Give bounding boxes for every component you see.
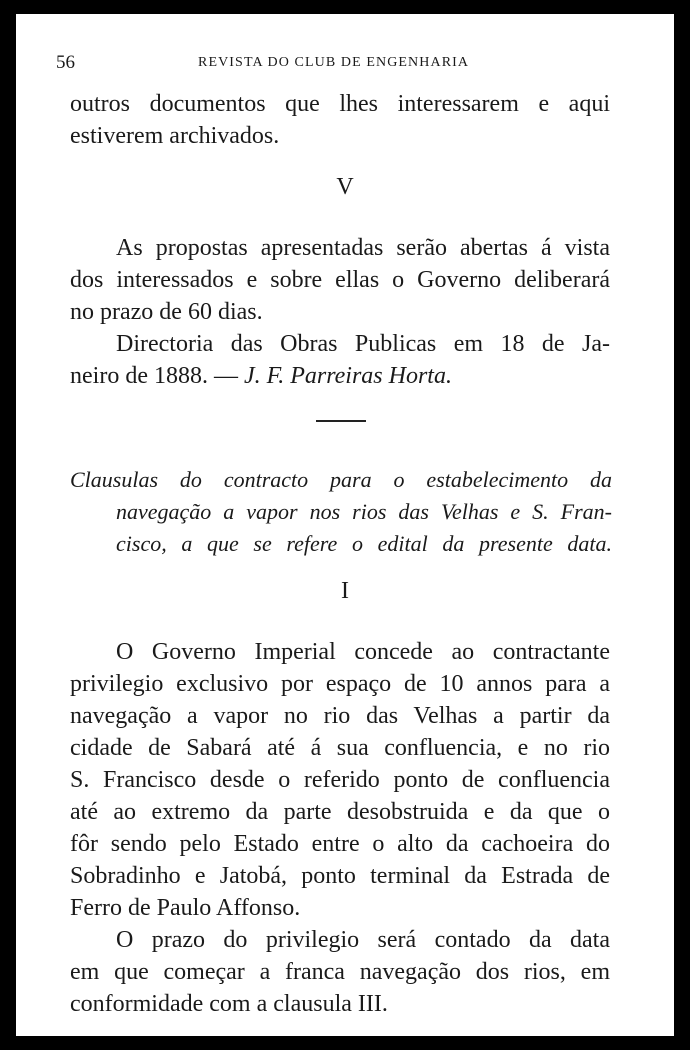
section-i-paragraph-1 xyxy=(70,636,610,924)
continuation-paragraph xyxy=(70,88,610,152)
text-line: Ferro de Paulo Affonso. xyxy=(70,895,301,921)
section-i-paragraph-2 xyxy=(70,924,610,1020)
signature: J. F. Parreiras Horta. xyxy=(243,363,452,389)
section-numeral-v: V xyxy=(336,174,354,200)
heading-line: Clausulas do contracto para o estabelecimento da xyxy=(70,467,612,492)
text-line: navegação a vapor no rio das Velhas a partir da xyxy=(70,703,610,729)
text-line: outros documentos que lhes interessarem e aqui xyxy=(70,91,610,117)
text-line: cidade de Sabará até á sua confluencia, e no rio xyxy=(70,735,610,761)
text-line: conformidade com a clausula III. xyxy=(70,991,388,1017)
text-line: S. Francisco desde o referido ponto de confluencia xyxy=(70,767,610,793)
text-line: em que começar a franca navegação dos rios, em xyxy=(70,959,610,985)
text-line: Directoria das Obras Publicas em 18 de Ja- xyxy=(116,331,610,357)
journal-title: REVISTA DO CLUB DE ENGENHARIA xyxy=(198,55,470,70)
heading-line: navegação a vapor nos rios das Velhas e S. Fran- xyxy=(116,499,612,524)
text-line: privilegio exclusivo por espaço de 10 annos para a xyxy=(70,671,610,697)
page-number: 56 xyxy=(56,52,75,73)
dateline-text: neiro de 1888. — xyxy=(70,363,238,389)
heading-line: cisco, a que se refere o edital da presente data. xyxy=(116,531,612,556)
section-v-paragraph xyxy=(70,232,610,392)
book-page xyxy=(16,14,674,1036)
section-numeral-i: I xyxy=(341,578,349,604)
section-divider xyxy=(316,420,366,422)
text-line: até ao extremo da parte desobstruida e da que o xyxy=(70,799,610,825)
clauses-heading xyxy=(70,464,612,560)
text-line: fôr sendo pelo Estado entre o alto da cachoeira do xyxy=(70,831,610,857)
text-line: O prazo do privilegio será contado da data xyxy=(116,927,610,953)
text-line: O Governo Imperial concede ao contractante xyxy=(116,639,610,665)
text-line: Sobradinho e Jatobá, ponto terminal da Estrada de xyxy=(70,863,610,889)
text-line: dos interessados e sobre ellas o Governo deliberará xyxy=(70,267,610,293)
text-line: no prazo de 60 dias. xyxy=(70,299,263,325)
text-line: As propostas apresentadas serão abertas á vista xyxy=(116,235,610,261)
dateline-line xyxy=(70,360,610,392)
text-line: estiverem archivados. xyxy=(70,123,280,149)
